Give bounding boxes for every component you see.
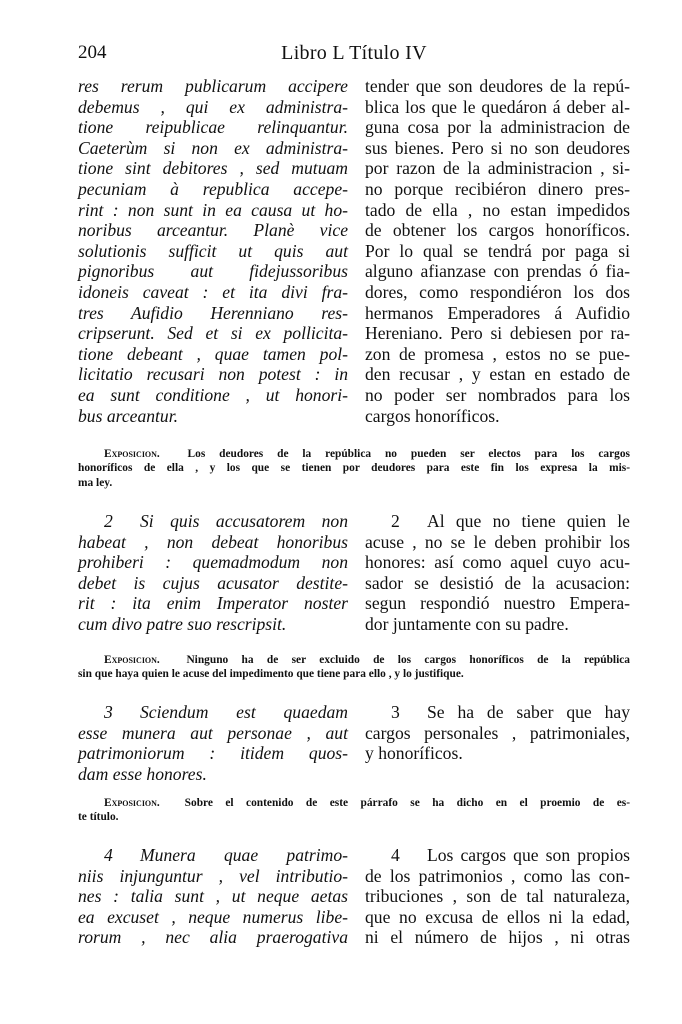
latin-line: habeat , non debeat honoribus [78,531,348,552]
spanish-line: sador se desistió de la acusacion: [365,572,630,593]
spanish-line: sus bienes. Pero si no son deudores [365,137,630,158]
exposition-label: Exposicion. [104,654,160,666]
spanish-line: Hereniano. Pero si debiesen por ra- [365,323,630,344]
spanish-line: den recusar , y estan en estado de [365,364,630,385]
latin-line: cum divo patre suo rescripsit. [78,613,287,634]
spanish-line: por razon de la administracion , si- [365,158,630,179]
latin-line: cripserunt. Sed et si ex pollicita- [78,323,348,344]
spanish-line: no porque recibiéron dinero pres- [365,178,630,199]
exposition-text: Ninguno ha de ser excluido de los cargos honoríficos de la república [186,654,630,666]
page-header [78,42,630,68]
latin-line: bus arceantur. [78,405,179,426]
exposition-line: sin que haya quien le acuse del impedimento que tiene para ello , y lo justifique. [78,668,464,681]
latin-column [78,76,348,426]
running-head: Libro L Título IV [281,42,427,64]
spanish-line: 2 Al que no tiene quien le [391,511,630,531]
spanish-line: Por lo qual se tendrá por paga si [365,240,630,261]
latin-line: tres Aufidio Herenniano res- [78,302,348,323]
spanish-column [365,702,630,764]
latin-line: 4 Munera quae patrimo- [104,845,348,865]
spanish-column [365,511,630,635]
exposition-3 [78,796,630,825]
spanish-line: cargos honoríficos. [365,405,500,426]
latin-line: prohiberi : quemadmodum non [78,552,348,573]
latin-line: ea excuset , neque numerus libe- [78,906,348,927]
latin-line: idoneis caveat : et ita divi fra- [78,281,348,302]
spanish-line: que no excusa de ellos ni la edad, [365,906,630,927]
exposition-line: honoríficos de ella , y los que se tienen por deudores para este fin los expresa la mis- [78,462,630,475]
exposition-line [78,796,630,810]
exposition-2 [78,653,630,682]
spanish-column [365,845,630,948]
spanish-line: no poder ser nombrados para los [365,384,630,405]
spanish-line: alguno afianzase con prendas ó fia- [365,261,630,282]
spanish-line: de obtener los cargos honoríficos. [365,220,630,241]
spanish-line: de los patrimonios , como las con- [365,865,630,886]
spanish-line: dor juntamente con su padre. [365,613,569,634]
paragraph-number: 2 [104,511,113,531]
section-1 [78,76,630,430]
exposition-line: te título. [78,811,119,824]
spanish-line: honores: así como aquel cuyo acu- [365,552,630,573]
latin-line: 3 Sciendum est quaedam [104,702,348,722]
latin-line: licitatio recusari non potest : in [78,364,348,385]
spanish-line: guna cosa por la administracion de [365,117,630,138]
latin-line: patrimoniorum : itidem quos- [78,743,348,764]
paragraph-number: 3 [391,702,400,722]
paragraph-number: 4 [104,845,113,865]
section-4 [78,845,630,955]
latin-line: solutionis sufficit ut quis aut [78,240,348,261]
spanish-line: cargos personales , patrimoniales, [365,722,630,743]
latin-column [78,511,348,635]
latin-line: tione reipublicae relinquantur. [78,117,348,138]
spanish-line: 3 Se ha de saber que hay [391,702,630,722]
paragraph-number: 3 [104,702,113,722]
latin-line: pecuniam à republica accepe- [78,178,348,199]
spanish-line: ni el número de hijos , ni otras [365,927,630,948]
exposition-1 [78,447,630,490]
exposition-text: Los deudores de la república no pueden ser electos para los cargos [187,448,630,460]
latin-line: ea sunt conditione , ut honori- [78,384,348,405]
exposition-line [78,447,630,461]
latin-line: nes : talia sunt , ut neque aetas [78,886,348,907]
spanish-line: dores, como respondiéron los dos [365,281,630,302]
latin-column [78,845,348,948]
paragraph-number: 4 [391,845,400,865]
latin-line: debet is cujus acusator destite- [78,572,348,593]
latin-line: pignoribus aut fidejussoribus [78,261,348,282]
spanish-line: hermanos Emperadores á Aufidio [365,302,630,323]
latin-line: Caeterùm si non ex administra- [78,137,348,158]
spanish-line: y honoríficos. [365,743,463,764]
exposition-text: Sobre el contenido de este párrafo se ha dicho en el proemio de es- [184,797,630,809]
exposition-line [78,653,630,667]
spanish-line: acuse , no se le deben prohibir los [365,531,630,552]
latin-line: esse munera aut personae , aut [78,722,348,743]
page-number: 204 [78,42,107,63]
latin-line: res rerum publicarum accipere [78,76,348,96]
spanish-line: zon de promesa , estos no se pue- [365,343,630,364]
latin-column [78,702,348,784]
exposition-line: ma ley. [78,476,113,489]
latin-line: rit : ita enim Imperator noster [78,593,348,614]
latin-line: dam esse honores. [78,763,207,784]
spanish-line: tado de ella , no estan impedidos [365,199,630,220]
section-3 [78,702,630,790]
spanish-line: segun respondió nuestro Empera- [365,593,630,614]
latin-line: niis injunguntur , vel intributio- [78,865,348,886]
spanish-column [365,76,630,426]
latin-line: tione sint debitores , sed mutuam [78,158,348,179]
spanish-line: tribuciones , son de tal naturaleza, [365,886,630,907]
latin-line: rint : non sunt in ea causa ut ho- [78,199,348,220]
section-2 [78,511,630,641]
spanish-line: 4 Los cargos que son propios [391,845,630,865]
spanish-line: tender que son deudores de la repú- [365,76,630,96]
latin-line: debemus , qui ex administra- [78,96,348,117]
paragraph-number: 2 [391,511,400,531]
exposition-label: Exposicion. [104,797,160,809]
latin-line: noribus arceantur. Planè vice [78,220,348,241]
spanish-line: blica los que le quedáron á deber al- [365,96,630,117]
latin-line: rorum , nec alia praerogativa [78,927,348,948]
latin-line: 2 Si quis accusatorem non [104,511,348,531]
latin-line: tione debeant , quae tamen pol- [78,343,348,364]
exposition-label: Exposicion. [104,448,160,460]
